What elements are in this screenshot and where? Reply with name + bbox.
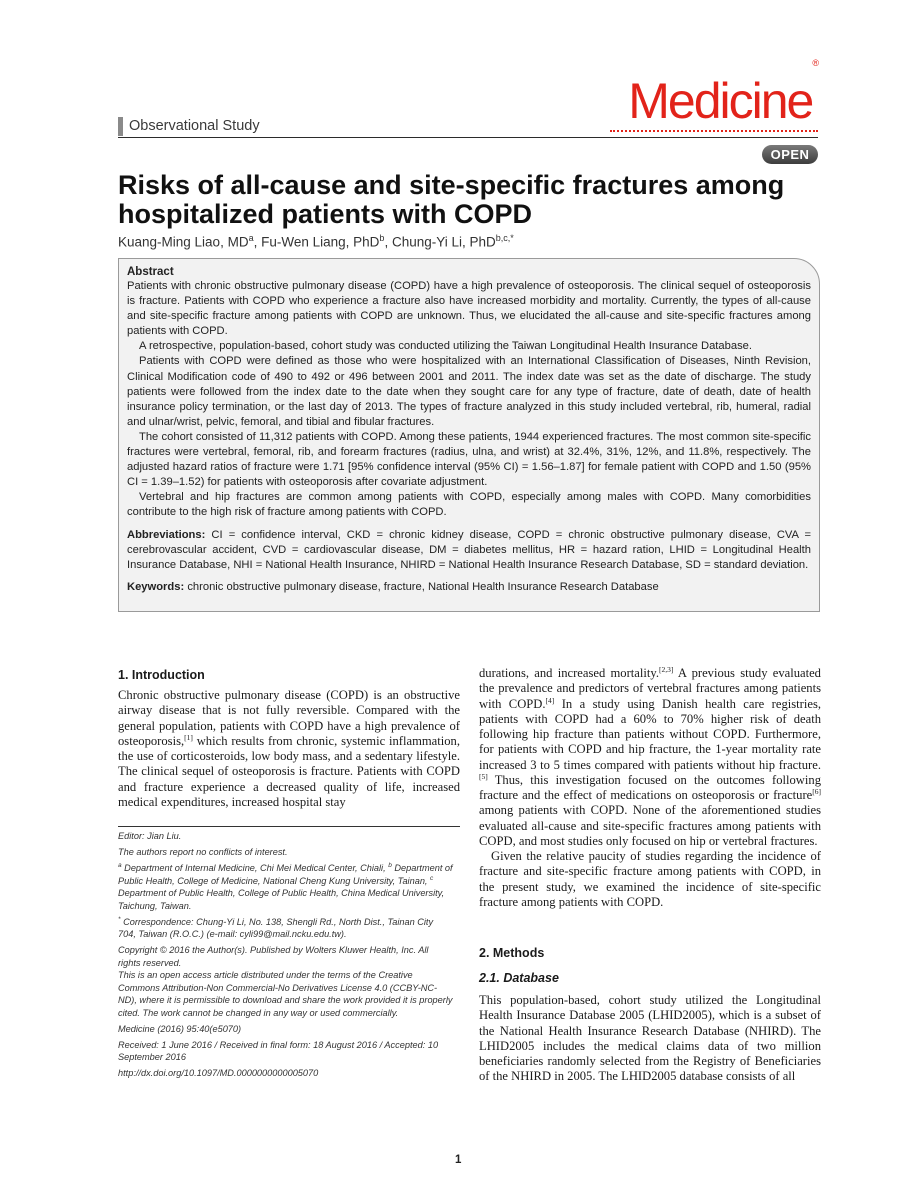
license-note: This is an open access article distributed under the terms of the Creative Commons Attribution-Non Commercial-No Derivatives License 4.0 (CCBY-NC-ND), where it is permissible to download and share the work provided it is properly cited. The work cannot be changed in any way or used commercially. [118, 970, 453, 1018]
doi-link[interactable]: http://dx.doi.org/10.1097/MD.0000000000005070 [118, 1068, 319, 1078]
keywords-text: chronic obstructive pulmonary disease, fracture, National Health Insurance Research Database [187, 580, 659, 593]
methods-paragraph: This population-based, cohort study utilized the Longitudinal Health Insurance Database 2005 (LHID2005), which is a subset of the National Health Insurance Research Database (NHIRD). The LHID2005 includes the medical claims data of two million beneficiaries randomly selected from the Registry of Beneficiaries of the NHIRD in 2005. The LHID2005 database consists of all [479, 993, 821, 1084]
abbreviations [127, 528, 811, 573]
author-name: Kuang-Ming Liao, MD [118, 234, 249, 250]
citation-ref[interactable]: [6] [812, 786, 821, 796]
section-tag-bar [118, 117, 123, 136]
journal-name: Medicine [628, 73, 813, 129]
intro-paragraph: Chronic obstructive pulmonary disease (COPD) is an obstructive airway disease that is not fully reversible. Compared with the general population, patients with COPD have a high prevalence of osteoporosis,[1] which results from chronic, systemic inflammation, the use of corticosteroids, low body mass, and a sedentary lifestyle. The clinical sequel of osteoporosis is fracture. Patients with COPD and fracture experience a decreased quality of life, increased medical expenditures, increased hospital stay [118, 688, 460, 809]
author-affiliation: a [248, 233, 254, 243]
abstract-paragraph: Vertebral and hip fractures are common among patients with COPD, especially among males with COPD. Many comorbidities contribute to the high risk of fracture among patients with COPD. [127, 491, 811, 519]
abstract-paragraph: A retrospective, population-based, cohort study was conducted utilizing the Taiwan Longitudinal Health Insurance Database. [139, 340, 752, 353]
footnotes [118, 830, 453, 1083]
abstract-heading: Abstract [127, 266, 174, 278]
affiliations-note: $^a$ Department of Internal Medicine, Chi Mei Medical Center, Chiali, $^b$ Department of Public Health, College of Medicine, National Cheng Kung University, Tainan, $^c$ Department of Public Health, College of Public Health, China Medical University, Taichung, Taiwan. [118, 861, 453, 911]
author-name: Chung-Yi Li, PhD [391, 234, 496, 250]
methods-heading: 2. Methods [479, 946, 545, 960]
section-label: Observational Study [129, 118, 260, 134]
footnote-rule [118, 826, 460, 827]
open-access-badge: OPEN [762, 145, 818, 164]
editor-note: Editor: Jian Liu. [118, 831, 182, 841]
abstract-paragraph: Patients with COPD were defined as those who were hospitalized with an International Classification of Diseases, Ninth Revision, Clinical Modification code of 490 to 492 or 496 between 2001 and 2011. The index date was set as the date of discharge. The study patients were followed from the index date to the date when they sought care for any type of fracture, date of death, date of health insurance policy termination, or the last day of 2013. The types of fracture analyzed in this study included vertebral, rib, humeral, radial and ulnar/wrist, pelvic, femoral, and tibial and fibular fractures. [127, 355, 811, 428]
keywords-label: Keywords: [127, 580, 185, 593]
paper-title: Risks of all-cause and site-specific fractures among hospitalized patients with COPD [118, 170, 785, 229]
abbreviations-label: Abbreviations: [127, 528, 206, 541]
database-subheading: 2.1. Database [479, 971, 559, 985]
author-affiliation: b [379, 233, 385, 243]
registered-mark: ® [812, 58, 819, 69]
citation-ref[interactable]: [5] [479, 771, 488, 781]
right-column [479, 666, 821, 910]
abstract-paragraph: The cohort consisted of 11,312 patients with COPD. Among these patients, 1944 experienced fractures. The most common site-specific fractures were vertebral, femoral, rib, and forearm fractures (radius, ulna, and wrist) at 32.4%, 31%, 12%, and 11.8%, respectively. The adjusted hazard ratios of fracture were 1.71 [95% confidence interval (95% CI) = 1.56–1.87] for female patient with COPD and 1.50 (95% CI = 1.39–1.52) for patients with osteoporosis after covariate adjustment. [127, 430, 811, 489]
abbreviations-text: CI = confidence interval, CKD = chronic kidney disease, COPD = chronic obstructive pulmonary disease, CVA = cerebrovascular accident, CVD = cardiovascular disease, DM = diabetes mellitus, HR = hazard ration, LHID = Longitudinal Health Insurance Database, NHI = National Health Insurance, NHIRD = National Health Insurance Research Database, SD = standard deviation. [127, 528, 811, 571]
logo-dotted-underline [610, 130, 818, 132]
received-note: Received: 1 June 2016 / Received in final form: 18 August 2016 / Accepted: 10 September 2016 [118, 1039, 439, 1062]
citation-ref[interactable]: [4] [545, 695, 555, 705]
conflicts-note: The authors report no conflicts of interest. [118, 847, 288, 857]
intro-paragraph: Given the relative paucity of studies regarding the incidence of fracture and site-specific fracture among patients with COPD, in the present study, we examined the incidence of site-specific fracture among patients with COPD. [479, 849, 821, 909]
journal-logo [628, 58, 819, 129]
citation-note: Medicine (2016) 95:40(e5070) [118, 1023, 242, 1034]
left-column [118, 688, 460, 810]
abstract-paragraph: Patients with chronic obstructive pulmonary disease (COPD) have a high prevalence of osteoporosis. The clinical sequel of osteoporosis is fracture. Patients with COPD who experience a fracture also have increased morbidity and mortality. Currently, the types of all-cause and site-specific fracture among patients with COPD are unknown. Thus, we elucidated the all-cause and site-specific fractures among patients with COPD. [127, 280, 811, 338]
header-rule [118, 137, 818, 138]
intro-paragraph-continued: durations, and increased mortality.[2,3] A previous study evaluated the prevalence and predictors of vertebral fractures among patients with COPD.[4] In a study using Danish health care registries, patients with COPD had a 60% to 70% higher risk of death following hip fracture than patients without COPD. Furthermore, for patients with COPD and hip fracture, the 1-year mortality rate increased 3 to 5 times compared with patients without hip fracture.[5] Thus, this investigation focused on the outcomes following fracture and the effect of medications on osteoporosis or fracture[6] among patients with COPD. None of the aforementioned studies evaluated all-cause and site-specific fractures among patients with COPD, and most studies only focused on hip or vertebral fractures. [479, 664, 821, 848]
copyright-note: Copyright © 2016 the Author(s). Published by Wolters Kluwer Health, Inc. All rights reserved. This is an open access article distributed under the terms of the Creative Commons Attribution-Non Commercial-No Derivatives License 4.0 (CCBY-NC-ND), where it is permissible to download and share the work provided it is properly cited. The work cannot be changed in any way or used commercially. [118, 945, 453, 1018]
citation-ref[interactable]: [2,3] [659, 664, 674, 674]
author-list: Kuang-Ming Liao, $MD^a$, Fu-Wen Liang, PhD$^b$, Chung-Yi Li, PhD$^{b,c,*}$ [118, 233, 514, 250]
author-name: Fu-Wen Liang, PhD [261, 234, 380, 250]
keywords [127, 580, 811, 595]
introduction-heading: 1. Introduction [118, 668, 205, 682]
citation-ref[interactable]: [1] [184, 732, 193, 742]
author-affiliation: b,c,* [495, 233, 514, 243]
correspondence-note: * Correspondence: Chung-Yi Li, No. 138, Shengli Rd., North Dist., Tainan City 704, Taiwan (R.O.C.) (e-mail: cyli99@mail.ncku.edu.tw). [118, 915, 434, 939]
page-number: 1 [455, 1154, 462, 1166]
methods-column [479, 993, 821, 1085]
abstract-box [118, 258, 820, 612]
